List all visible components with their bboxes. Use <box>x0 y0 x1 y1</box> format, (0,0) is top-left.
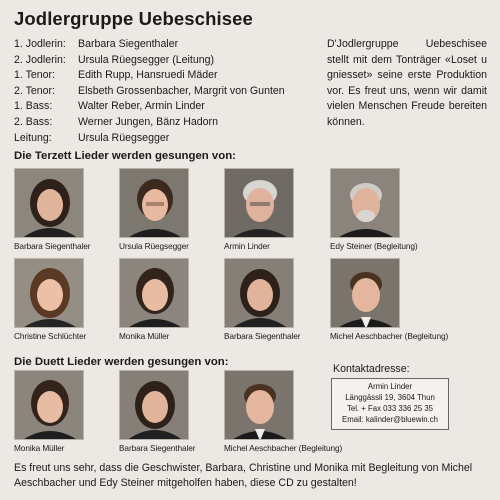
singer-card <box>330 258 449 341</box>
member-role: 1. Tenor: <box>14 69 56 82</box>
singer-photo <box>224 168 294 238</box>
member-role: 2. Jodlerin: <box>14 53 66 66</box>
singer-name: Monika Müller <box>119 331 170 341</box>
member-row <box>14 115 285 131</box>
singer-photo <box>14 370 84 440</box>
singer-card <box>224 168 320 251</box>
member-role: 1. Jodlerin: <box>14 38 66 50</box>
member-names: Walter Reber, Armin Linder <box>78 100 205 113</box>
singer-card <box>330 168 426 251</box>
member-names: Barbara Siegenthaler <box>78 38 179 50</box>
duett-heading: Die Duett Lieder werden gesungen von: <box>14 356 229 368</box>
member-row <box>14 53 285 69</box>
singer-name: Edy Steiner (Begleitung) <box>330 241 418 251</box>
contact-label: Kontaktadresse: <box>333 363 410 375</box>
intro-text: D'Jodlergruppe Uebeschisee stellt mit dem Tonträger «Loset u gniesset» seine erste Produktion vor. Es freut uns, wenn wir damit vielen Menschen Freude bereiten können. <box>327 38 487 128</box>
singer-name: Barbara Siegenthaler <box>119 443 196 453</box>
singer-photo <box>119 168 189 238</box>
singer-card <box>224 258 320 341</box>
member-row <box>14 84 285 100</box>
singer-photo <box>119 258 189 328</box>
member-names: Edith Rupp, Hansruedi Mäder <box>78 69 218 82</box>
singer-name: Monika Müller <box>14 443 65 453</box>
singer-photo <box>224 370 294 440</box>
member-row <box>14 68 285 84</box>
singer-photo <box>14 168 84 238</box>
contact-address: Länggässli 19, 3604 Thun <box>345 393 435 402</box>
singer-card <box>119 370 215 453</box>
singer-name: Armin Linder <box>224 241 270 251</box>
terzett-heading: Die Terzett Lieder werden gesungen von: <box>14 150 236 162</box>
member-names: Werner Jungen, Bänz Hadorn <box>78 115 218 128</box>
member-names: Ursula Rüegsegger <box>78 131 170 144</box>
member-row <box>14 99 285 115</box>
singer-photo <box>14 258 84 328</box>
member-role: 2. Bass: <box>14 115 53 128</box>
singer-card <box>119 168 215 251</box>
singer-photo <box>224 258 294 328</box>
member-row <box>14 131 285 147</box>
member-role: 1. Bass: <box>14 100 53 113</box>
member-row <box>14 37 285 53</box>
contact-phone: Tel. + Fax 033 336 25 35 <box>346 404 434 413</box>
singer-name: Michel Aeschbacher (Begleitung) <box>330 331 449 341</box>
member-role: 2. Tenor: <box>14 84 56 97</box>
member-names: Elsbeth Grossenbacher, Margrit von Gunten <box>78 84 285 97</box>
singer-name: Ursula Rüegsegger <box>119 241 189 251</box>
page-title: Jodlergruppe Uebeschisee <box>14 8 253 29</box>
singer-name: Barbara Siegenthaler <box>14 241 91 251</box>
singer-name: Barbara Siegenthaler <box>224 331 301 341</box>
singer-photo <box>119 370 189 440</box>
singer-card <box>119 258 215 341</box>
contact-email: Email: kalinder@bluewin.ch <box>342 415 438 424</box>
member-role: Leitung: <box>14 131 52 144</box>
singer-card <box>14 370 110 453</box>
contact-name: Armin Linder <box>367 382 413 391</box>
singer-photo <box>330 258 400 328</box>
member-names: Ursula Rüegsegger (Leitung) <box>78 53 215 66</box>
singer-name: Michel Aeschbacher (Begleitung) <box>224 443 343 453</box>
singer-card <box>224 370 343 453</box>
footer-text: Es freut uns sehr, dass die Geschwister, Barbara, Christine und Monika mit Begleitung von Michel Aeschbacher und Edy Steiner mitgeholfen haben, diese CD zu gestalten! <box>14 462 473 489</box>
singer-card <box>14 168 110 251</box>
contact-box <box>331 378 449 430</box>
singer-photo <box>330 168 400 238</box>
member-list <box>14 37 285 146</box>
singer-name: Christine Schlüchter <box>14 331 87 341</box>
singer-card <box>14 258 110 341</box>
